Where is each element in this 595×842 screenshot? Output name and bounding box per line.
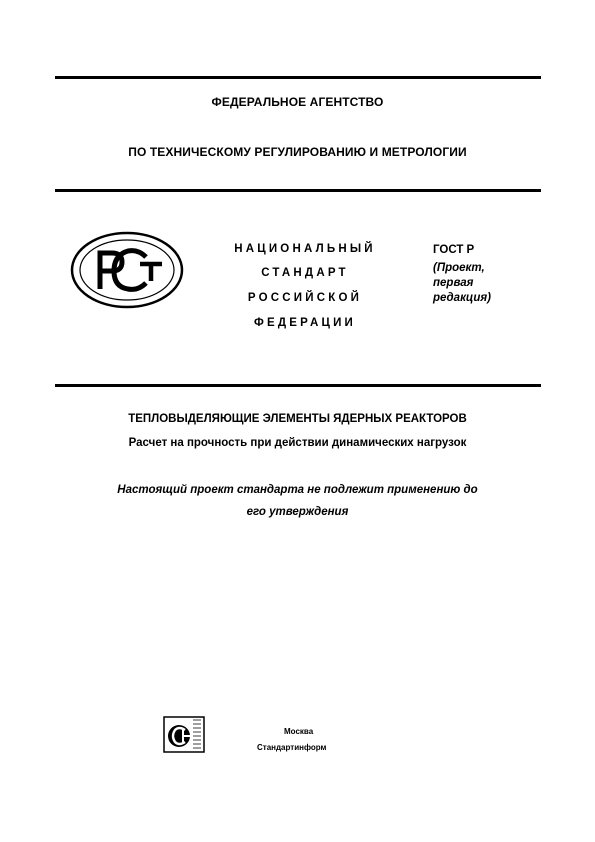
- publisher-city: Москва: [284, 727, 314, 736]
- agency-name-line2: ПО ТЕХНИЧЕСКОМУ РЕГУЛИРОВАНИЮ И МЕТРОЛОГИИ: [128, 145, 467, 159]
- gost-label: ГОСТ Р: [433, 244, 475, 256]
- publisher-name: Стандартинформ: [257, 743, 327, 752]
- agency-name-line1: ФЕДЕРАЛЬНОЕ АГЕНТСТВО: [211, 95, 384, 109]
- standard-line-federation: ФЕДЕРАЦИИ: [253, 317, 357, 329]
- top-rule: [55, 76, 541, 79]
- standard-line-national: НАЦИОНАЛЬНЫЙ: [234, 243, 376, 255]
- draft-status-line3: редакция): [433, 292, 491, 304]
- document-title: ТЕПЛОВЫДЕЛЯЮЩИЕ ЭЛЕМЕНТЫ ЯДЕРНЫХ РЕАКТОРОВ: [128, 413, 467, 425]
- standard-line-russian: РОССИЙСКОЙ: [247, 292, 363, 304]
- standard-line-standard: СТАНДАРТ: [261, 267, 349, 279]
- draft-note-line2: его утверждения: [246, 506, 349, 518]
- draft-status-line2: первая: [433, 277, 474, 289]
- draft-note-line1: Настоящий проект стандарта не подлежит применению до: [117, 484, 478, 496]
- middle-rule: [55, 384, 541, 387]
- draft-status-line1: (Проект,: [433, 262, 485, 274]
- document-subtitle: Расчет на прочность при действии динамических нагрузок: [128, 437, 467, 449]
- header-rule: [55, 189, 541, 192]
- standartinform-logo-icon: [163, 716, 207, 754]
